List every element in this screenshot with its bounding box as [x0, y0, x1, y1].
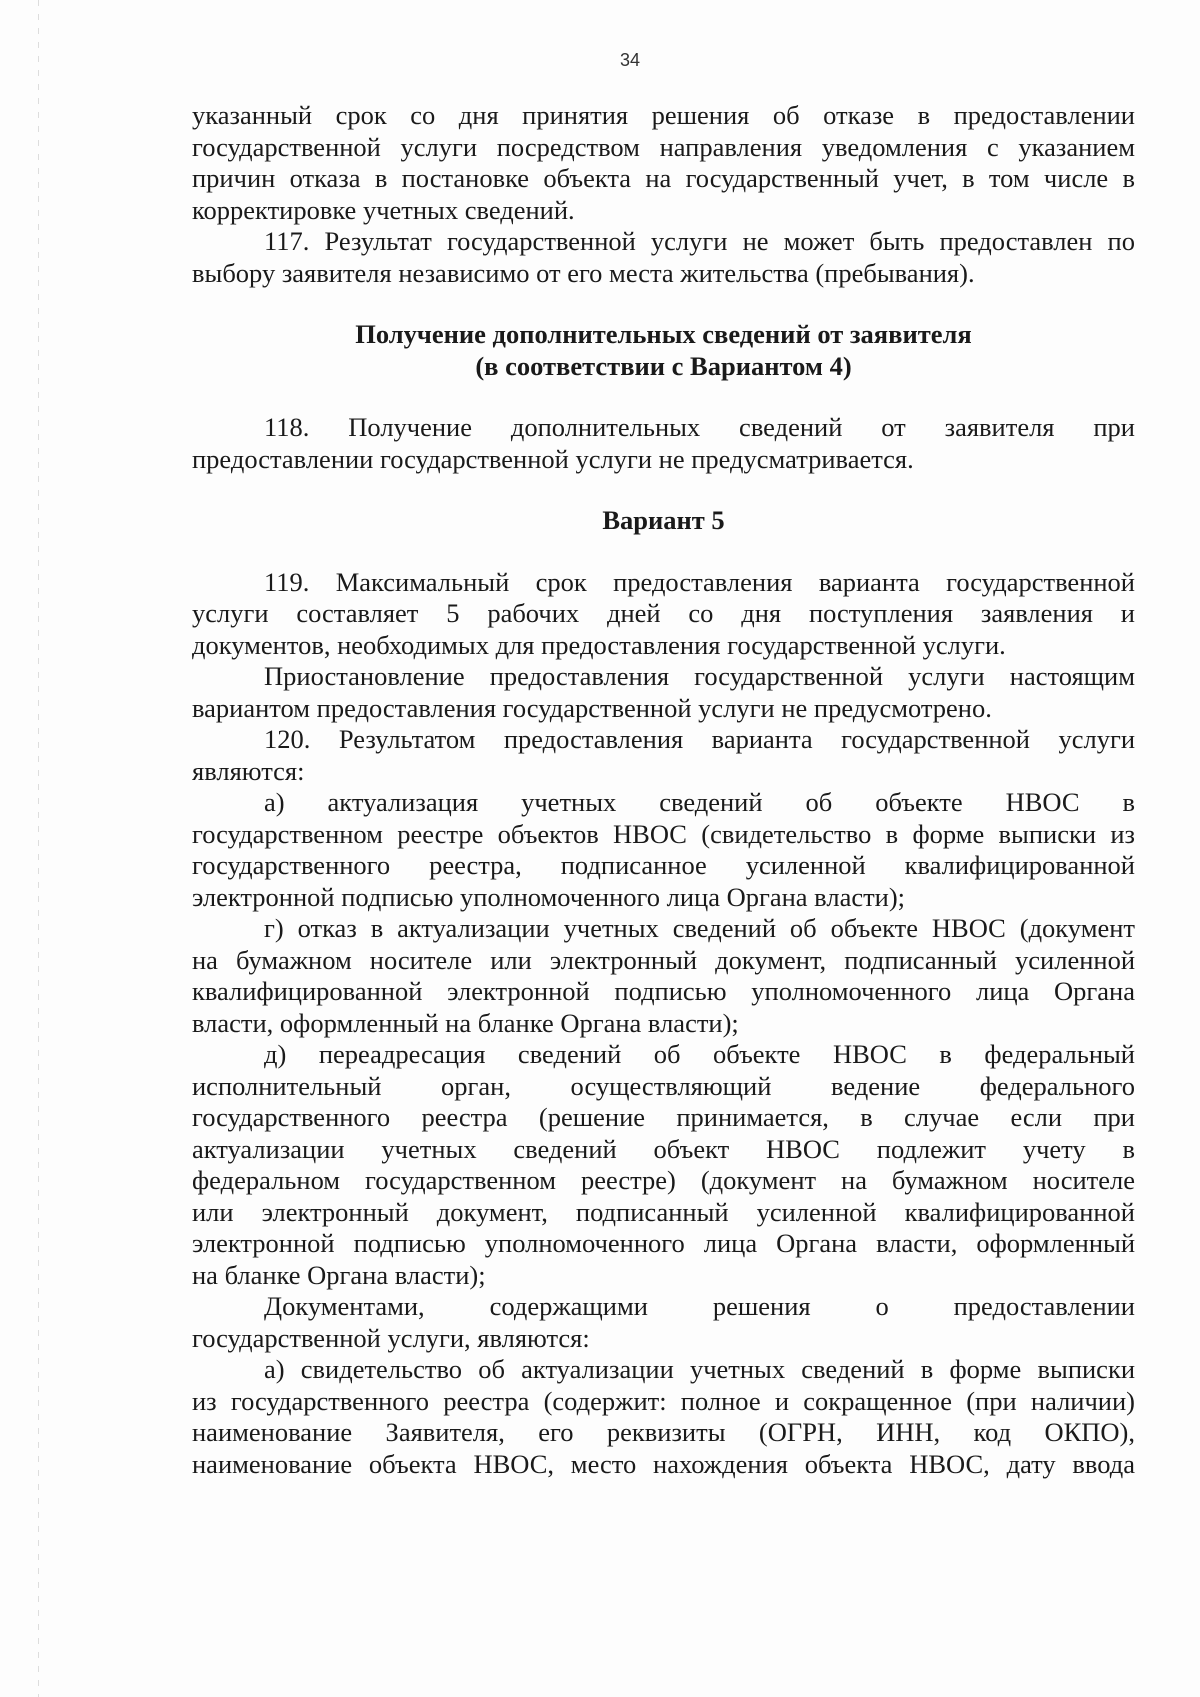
- heading-line: (в соответствии с Вариантом 4): [475, 350, 852, 381]
- text-line: исполнительный орган, осуществляющий ведение федерального: [192, 1070, 1135, 1101]
- text-line: наименование Заявителя, его реквизиты (ОГРН, ИНН, код ОКПО),: [192, 1417, 1135, 1447]
- paragraph-documents: [192, 1291, 1135, 1354]
- text-line: 120. Результатом предоставления варианта государственной услуги: [264, 724, 1135, 754]
- paragraph-118: [192, 412, 1135, 475]
- paragraph-120: [192, 724, 1135, 787]
- text-line: государственном реестре объектов НВОС (свидетельство в форме выписки из: [192, 818, 1135, 849]
- text-line: Документами, содержащими решения о предоставлении: [264, 1291, 1135, 1321]
- text-line: на бумажном носителе или электронный документ, подписанный усиленной: [192, 944, 1135, 975]
- text-line: электронной подписью уполномоченного лица Органа власти, оформленный: [192, 1228, 1135, 1258]
- text-line: из государственного реестра (содержит: полное и сокращенное (при наличии): [192, 1385, 1135, 1416]
- text-line: на бланке Органа власти);: [192, 1259, 486, 1290]
- text-line: услуги составляет 5 рабочих дней со дня поступления заявления и: [192, 598, 1135, 628]
- text-line: д) переадресация сведений об объекте НВОС в федеральный: [264, 1039, 1135, 1069]
- section-heading-variant-5: Вариант 5: [602, 505, 725, 535]
- text-line: а) актуализация учетных сведений об объекте НВОС в: [264, 787, 1135, 817]
- heading-line: Получение дополнительных сведений от заявителя: [355, 319, 972, 349]
- page-body: [192, 100, 1135, 1480]
- text-line: 118. Получение дополнительных сведений от заявителя при: [264, 412, 1135, 442]
- list-item-g: [192, 913, 1135, 1039]
- list-item-d: [192, 1039, 1135, 1291]
- text-line: государственного реестра, подписанное усиленной квалифицированной: [192, 850, 1135, 880]
- text-line: наименование объекта НВОС, место нахождения объекта НВОС, дату ввода: [192, 1448, 1135, 1479]
- list-item-a-certificate: [192, 1354, 1135, 1480]
- text-line: а) свидетельство об актуализации учетных сведений в форме выписки: [264, 1354, 1135, 1384]
- list-item-a: [192, 787, 1135, 913]
- paragraph-119: [192, 567, 1135, 662]
- text-line: квалифицированной электронной подписью уполномоченного лица Органа: [192, 976, 1135, 1006]
- text-line: государственного реестра (решение принимается, в случае если при: [192, 1102, 1135, 1132]
- text-line: документов, необходимых для предоставления государственной услуги.: [192, 629, 1006, 660]
- text-line: федеральном государственном реестре) (документ на бумажном носителе: [192, 1165, 1135, 1195]
- text-line: 117. Результат государственной услуги не может быть предоставлен по: [264, 226, 1135, 256]
- text-line: государственной услуги, являются:: [192, 1322, 590, 1353]
- text-line: причин отказа в постановке объекта на государственный учет, в том числе в: [192, 163, 1135, 193]
- text-line: г) отказ в актуализации учетных сведений об объекте НВОС (документ: [264, 913, 1135, 943]
- scan-edge-artifact: [38, 0, 39, 1697]
- text-line: актуализации учетных сведений объект НВОС подлежит учету в: [192, 1133, 1135, 1164]
- paragraph-117: [192, 226, 1135, 289]
- text-line: корректировке учетных сведений.: [192, 194, 575, 225]
- text-line: выбору заявителя независимо от его места жительства (пребывания).: [192, 257, 975, 288]
- text-line: или электронный документ, подписанный усиленной квалифицированной: [192, 1196, 1135, 1227]
- text-line: являются:: [192, 755, 305, 786]
- text-line: 119. Максимальный срок предоставления варианта государственной: [264, 566, 1135, 597]
- paragraph-continuation: [192, 100, 1135, 226]
- text-line: указанный срок со дня принятия решения об отказе в предоставлении: [192, 100, 1135, 130]
- text-line: предоставлении государственной услуги не предусматривается.: [192, 443, 914, 474]
- section-heading-additional-info: [192, 319, 1135, 382]
- paragraph-suspension: [192, 661, 1135, 724]
- text-line: государственной услуги посредством направления уведомления с указанием: [192, 131, 1135, 162]
- text-line: Приостановление предоставления государственной услуги настоящим: [264, 661, 1135, 691]
- text-line: вариантом предоставления государственной услуги не предусмотрено.: [192, 692, 992, 723]
- text-line: власти, оформленный на бланке Органа власти);: [192, 1007, 739, 1038]
- page-number: 34: [619, 50, 641, 70]
- text-line: электронной подписью уполномоченного лица Органа власти);: [192, 881, 906, 912]
